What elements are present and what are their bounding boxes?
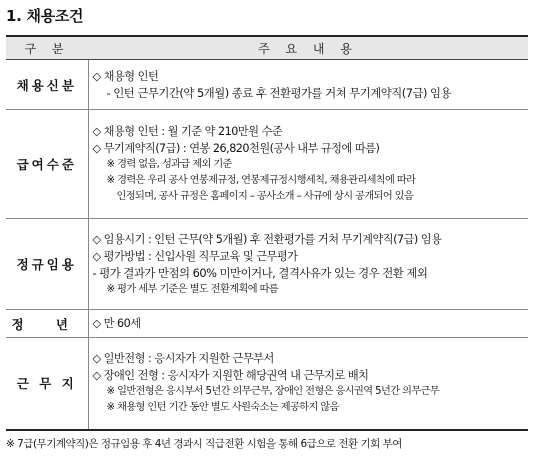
table-row-workplace — [6, 338, 528, 430]
content-line: ◇ 무기계약직(7급) : 연봉 26,820천원(공사 내부 규정에 따름) — [92, 142, 380, 155]
content-line: ◇ 채용형 인턴 — [92, 69, 159, 83]
footer-note: ※ 7급(무기계약직)은 정규임용 후 4년 경과시 직급전환 시험을 통해 6급으로 전환 기회 부여 — [6, 438, 402, 450]
content-cell — [88, 310, 528, 338]
header-category: 구 분 — [6, 36, 88, 60]
section-title: 1. 채용조건 — [6, 7, 84, 25]
content-line: ◇ 만 60세 — [92, 317, 141, 330]
note-line: ※ 채용형 인턴 기간 동안 별도 사원숙소는 제공하지 않음 — [106, 402, 339, 414]
note-line: ※ 경력은 우리 공사 연봉제규정, 연봉제규정시행세칙, 채용관리세칙에 따라 — [106, 175, 416, 186]
table-header-row — [6, 36, 528, 60]
category-label: 채용신분 — [6, 60, 88, 110]
content-cell — [88, 338, 528, 430]
note-line: 인정되며, 공사 규정은 홈페이지 – 공사소개 – 사규에 상시 공개되어 있음 — [116, 191, 414, 202]
category-label: 정규임용 — [6, 219, 88, 310]
table-row-retirement-age — [6, 310, 528, 338]
content-cell — [88, 60, 528, 110]
header-content: 주 요 내 용 — [88, 36, 528, 60]
table-row-salary — [6, 110, 528, 219]
content-cell — [88, 219, 528, 310]
table-row-regular-appointment — [6, 219, 528, 310]
category-label: 정 년 — [6, 310, 88, 338]
content-line: ◇ 임용시기 : 인턴 근무(약 5개월) 후 전환평가를 거쳐 무기계약직(7급) 임용 — [92, 232, 442, 246]
category-label: 급여수준 — [6, 110, 88, 219]
note-line: ※ 경력 없음, 성과급 제외 기준 — [106, 159, 232, 170]
employment-conditions-table — [6, 35, 528, 431]
category-label: 근 무 지 — [6, 338, 88, 430]
content-line: ◇ 일반전형 : 응시자가 지원한 근무부서 — [92, 352, 274, 366]
table-row-employment-status — [6, 60, 528, 110]
content-cell — [88, 110, 528, 219]
note-line: ※ 평가 세부 기준은 별도 전환계획에 따름 — [106, 283, 279, 295]
note-line: ※ 일반전형은 응시부서 5년간 의무근무, 장애인 전형은 응시권역 5년간 의무근무 — [106, 386, 440, 398]
content-line: - 인턴 근무기간(약 5개월) 종료 후 전환평가를 거쳐 무기계약직(7급) 임용 — [106, 85, 452, 100]
content-line: ◇ 채용형 인턴 : 월 기준 약 210만원 수준 — [92, 125, 283, 138]
content-line: ◇ 장애인 전형 : 응시자가 지원한 해당권역 내 근무지로 배치 — [92, 369, 369, 383]
content-line: - 평가 결과가 만점의 60% 미만이거나, 결격사유가 있는 경우 전환 제외 — [92, 265, 428, 280]
content-line: ◇ 평가방법 : 신입사원 직무교육 및 근무평가 — [92, 249, 298, 263]
